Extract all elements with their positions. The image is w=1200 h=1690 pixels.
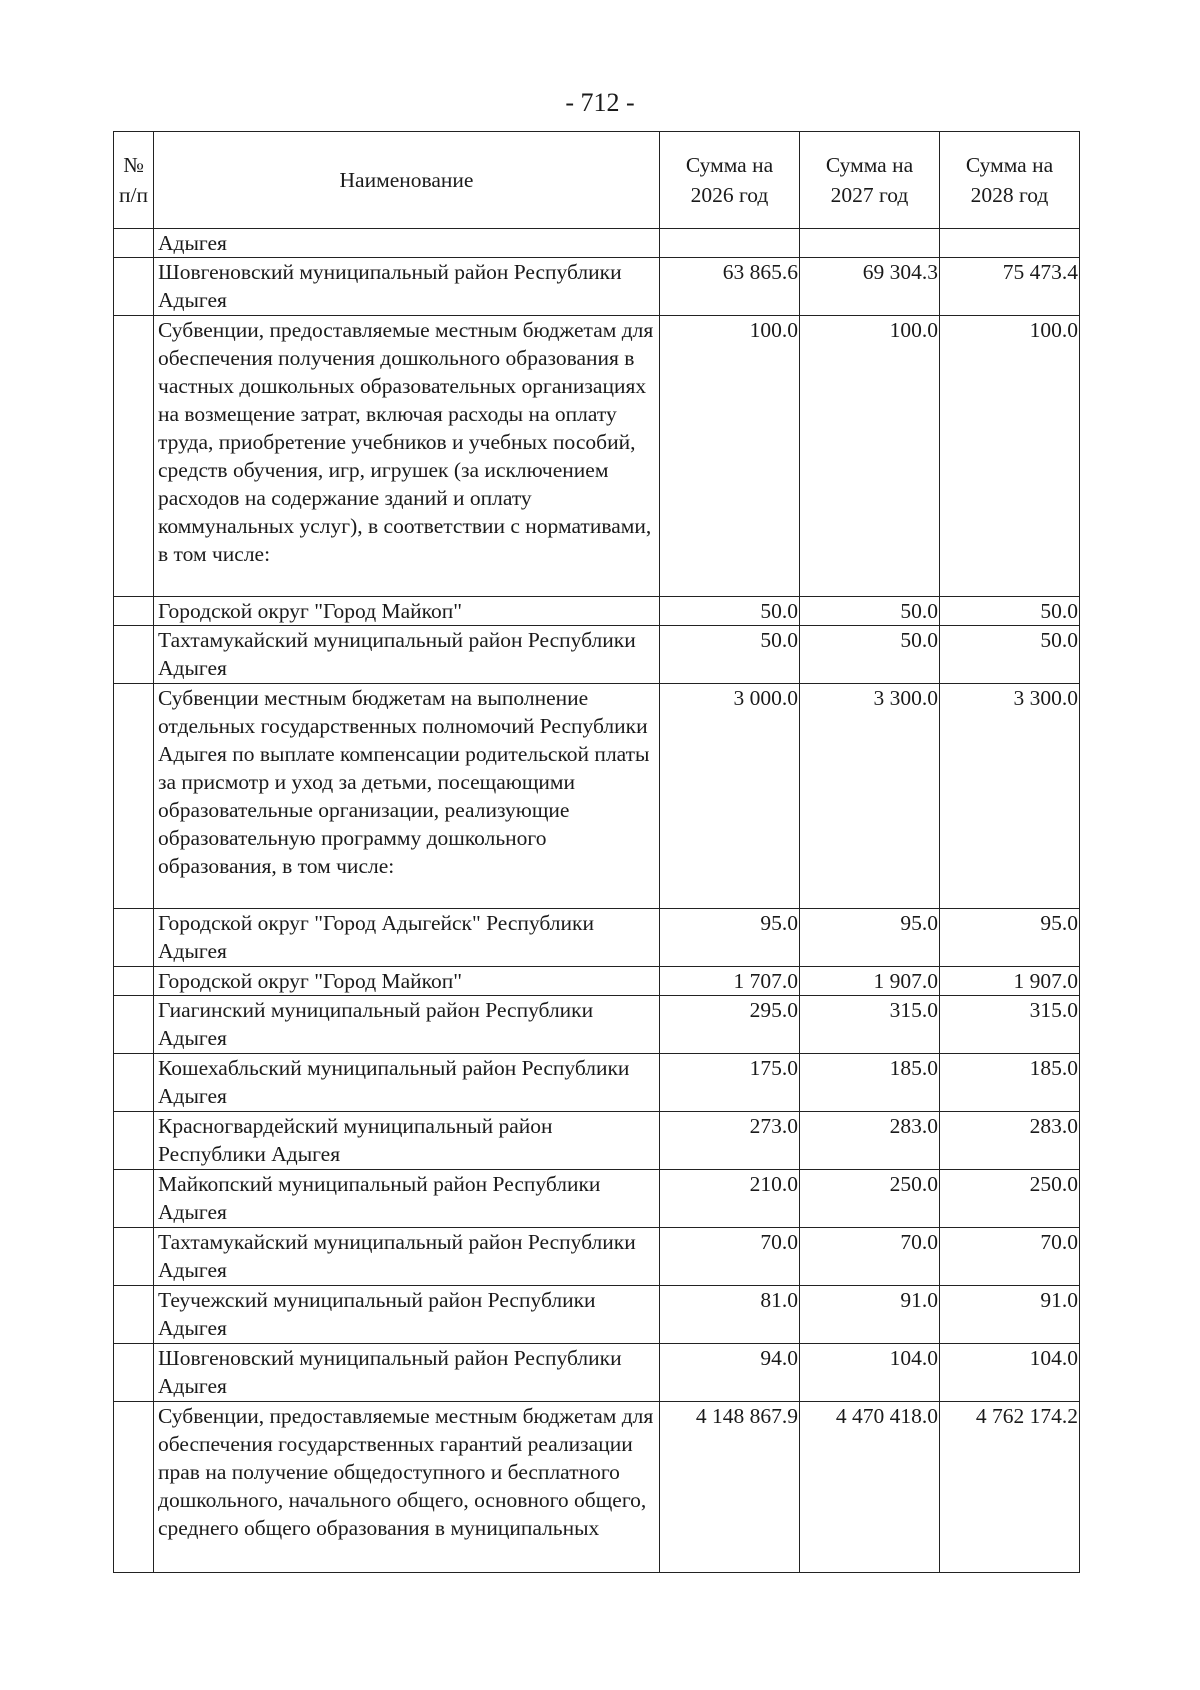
cell-2028: 185.0: [940, 1054, 1080, 1112]
cell-2027: 95.0: [800, 909, 940, 967]
table-row: [114, 626, 1080, 684]
table-row: [114, 1402, 1080, 1573]
table-row: [114, 1112, 1080, 1170]
table-row: [114, 1170, 1080, 1228]
header-2028: Сумма на 2028 год: [940, 132, 1080, 229]
cell-name: Тахтамукайский муниципальный район Республики Адыгея: [154, 626, 660, 684]
cell-2027: 50.0: [800, 626, 940, 684]
table-row: [114, 684, 1080, 909]
table-row: [114, 996, 1080, 1054]
table-row: [114, 1228, 1080, 1286]
table-row: [114, 909, 1080, 967]
cell-name: Шовгеновский муниципальный район Республики Адыгея: [154, 1344, 660, 1402]
cell-2026: 100.0: [660, 316, 800, 597]
cell-name: Шовгеновский муниципальный район Республики Адыгея: [154, 258, 660, 316]
cell-name: Субвенции, предоставляемые местным бюджетам для обеспечения государственных гарантий реализации прав на получение общедоступного и бесплатного дошкольного, начального общего, основного общего, среднего общего образования в муниципальных: [154, 1402, 660, 1573]
table-row: [114, 258, 1080, 316]
cell-num: [114, 1344, 154, 1402]
table-row: [114, 316, 1080, 597]
cell-2026: 3 000.0: [660, 684, 800, 909]
cell-name: Субвенции, предоставляемые местным бюджетам для обеспечения получения дошкольного образования в частных дошкольных образовательных организациях на возмещение затрат, включая расходы на оплату труда, приобретение учебников и учебных пособий, средств обучения, игр, игрушек (за исключением расходов на содержание зданий и оплату коммунальных услуг), в соответствии с нормативами, в том числе:: [154, 316, 660, 597]
cell-name: Адыгея: [154, 229, 660, 258]
page-number: - 712 -: [565, 88, 635, 117]
table-row: [114, 1344, 1080, 1402]
cell-2026: 95.0: [660, 909, 800, 967]
cell-2028: 95.0: [940, 909, 1080, 967]
cell-2026: 4 148 867.9: [660, 1402, 800, 1573]
cell-2026: 273.0: [660, 1112, 800, 1170]
cell-2027: 104.0: [800, 1344, 940, 1402]
cell-2026: 1 707.0: [660, 967, 800, 996]
table-row: [114, 967, 1080, 996]
cell-num: [114, 909, 154, 967]
cell-name: Тахтамукайский муниципальный район Республики Адыгея: [154, 1228, 660, 1286]
cell-2027: 91.0: [800, 1286, 940, 1344]
cell-name: Кошехабльский муниципальный район Республики Адыгея: [154, 1054, 660, 1112]
cell-name: Городской округ "Город Майкоп": [154, 967, 660, 996]
cell-2027: 4 470 418.0: [800, 1402, 940, 1573]
cell-2027: 283.0: [800, 1112, 940, 1170]
cell-2026: 94.0: [660, 1344, 800, 1402]
cell-2028: 4 762 174.2: [940, 1402, 1080, 1573]
cell-num: [114, 626, 154, 684]
cell-2026: 63 865.6: [660, 258, 800, 316]
header-num: № п/п: [114, 132, 154, 229]
cell-2028: 315.0: [940, 996, 1080, 1054]
cell-name: Майкопский муниципальный район Республики Адыгея: [154, 1170, 660, 1228]
cell-num: [114, 996, 154, 1054]
cell-2027: 69 304.3: [800, 258, 940, 316]
cell-2028: 104.0: [940, 1344, 1080, 1402]
header-name: Наименование: [154, 132, 660, 229]
cell-2028: 91.0: [940, 1286, 1080, 1344]
cell-num: [114, 1402, 154, 1573]
cell-num: [114, 1170, 154, 1228]
cell-num: [114, 1112, 154, 1170]
cell-name: Красногвардейский муниципальный район Республики Адыгея: [154, 1112, 660, 1170]
cell-2027: 315.0: [800, 996, 940, 1054]
table-row: [114, 1286, 1080, 1344]
table-header-row: [114, 132, 1080, 229]
cell-2028: 100.0: [940, 316, 1080, 597]
cell-2027: 70.0: [800, 1228, 940, 1286]
cell-2028: 50.0: [940, 597, 1080, 626]
cell-2028: 3 300.0: [940, 684, 1080, 909]
cell-num: [114, 1054, 154, 1112]
cell-num: [114, 597, 154, 626]
cell-2027: 100.0: [800, 316, 940, 597]
cell-2026: 50.0: [660, 597, 800, 626]
header-2027: Сумма на 2027 год: [800, 132, 940, 229]
cell-name: Гиагинский муниципальный район Республики Адыгея: [154, 996, 660, 1054]
cell-2028: 70.0: [940, 1228, 1080, 1286]
cell-2026: 295.0: [660, 996, 800, 1054]
cell-2026: [660, 229, 800, 258]
cell-name: Городской округ "Город Майкоп": [154, 597, 660, 626]
cell-num: [114, 229, 154, 258]
cell-2027: 1 907.0: [800, 967, 940, 996]
cell-2028: 283.0: [940, 1112, 1080, 1170]
cell-2026: 70.0: [660, 1228, 800, 1286]
cell-2026: 210.0: [660, 1170, 800, 1228]
cell-2027: 185.0: [800, 1054, 940, 1112]
cell-name: Городской округ "Город Адыгейск" Республики Адыгея: [154, 909, 660, 967]
cell-2028: 50.0: [940, 626, 1080, 684]
budget-table: [113, 131, 1080, 1573]
cell-2026: 175.0: [660, 1054, 800, 1112]
cell-2028: [940, 229, 1080, 258]
cell-2028: 75 473.4: [940, 258, 1080, 316]
cell-num: [114, 258, 154, 316]
table-row: [114, 1054, 1080, 1112]
cell-2027: [800, 229, 940, 258]
cell-num: [114, 684, 154, 909]
cell-2026: 81.0: [660, 1286, 800, 1344]
cell-name: Теучежский муниципальный район Республики Адыгея: [154, 1286, 660, 1344]
cell-num: [114, 1286, 154, 1344]
cell-num: [114, 967, 154, 996]
cell-name: Субвенции местным бюджетам на выполнение отдельных государственных полномочий Республики Адыгея по выплате компенсации родительской платы за присмотр и уход за детьми, посещающими образовательные организации, реализующие образовательную программу дошкольного образования, в том числе:: [154, 684, 660, 909]
table-row: [114, 597, 1080, 626]
cell-2028: 1 907.0: [940, 967, 1080, 996]
table-row: [114, 229, 1080, 258]
header-2026: Сумма на 2026 год: [660, 132, 800, 229]
cell-num: [114, 1228, 154, 1286]
cell-2027: 250.0: [800, 1170, 940, 1228]
cell-num: [114, 316, 154, 597]
cell-2027: 50.0: [800, 597, 940, 626]
cell-2027: 3 300.0: [800, 684, 940, 909]
cell-2028: 250.0: [940, 1170, 1080, 1228]
cell-2026: 50.0: [660, 626, 800, 684]
